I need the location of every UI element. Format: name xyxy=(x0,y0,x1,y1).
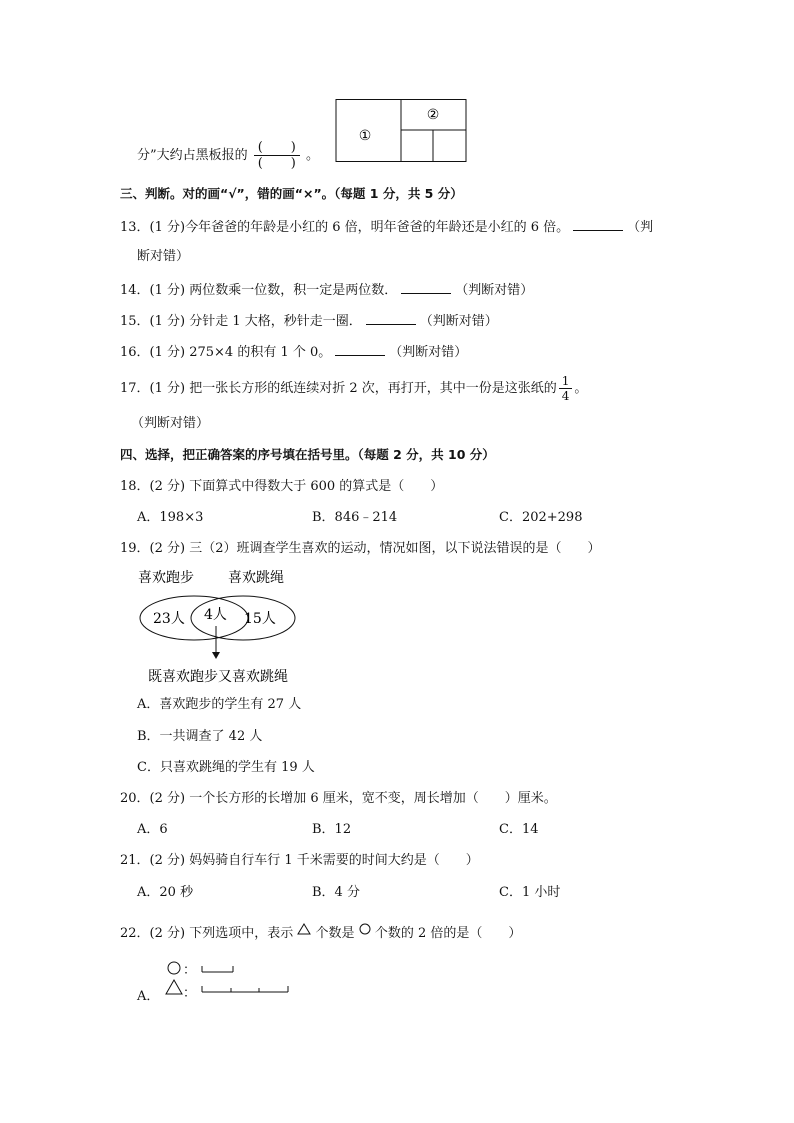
q21-option-c[interactable]: C．1 小时 xyxy=(499,885,561,900)
triangle-icon xyxy=(165,979,183,995)
triangle-segment-bar xyxy=(201,984,291,994)
circle-icon xyxy=(167,961,181,975)
q20: 20．(2 分) 一个长方形的长增加 6 厘米，宽不变，周长增加（ ）厘米。 xyxy=(120,791,557,806)
q17-line2: （判断对错） xyxy=(131,416,210,431)
q12-prefix: 分”大约占黑板报的 xyxy=(137,148,248,163)
section4-heading: 四、选择，把正确答案的序号填在括号里。（每题 2 分，共 10 分） xyxy=(120,447,495,462)
circle-segment-bar xyxy=(201,964,235,974)
q19-option-b[interactable]: B．一共调查了 42 人 xyxy=(137,729,263,744)
middle-count: 4人 xyxy=(204,607,227,623)
q13-suffix: （判 xyxy=(627,220,654,235)
q16 xyxy=(120,343,467,361)
q18-option-a[interactable]: A．198×3 xyxy=(137,510,204,525)
q21-option-b[interactable]: B．4 分 xyxy=(312,885,360,900)
q12-fraction-blank xyxy=(254,140,300,171)
triangle-icon xyxy=(297,923,311,935)
region-1-label: ① xyxy=(358,128,372,144)
q22-text-a: 22．(2 分) 下列选项中，表示 xyxy=(120,926,294,941)
blackboard-diagram xyxy=(335,99,467,163)
q20-option-a[interactable]: A．6 xyxy=(137,822,168,837)
triangle-colon: ： xyxy=(183,986,197,1001)
q21: 21．(2 分) 妈妈骑自行车行 1 千米需要的时间大约是（ ） xyxy=(120,853,479,868)
q14-suffix: （判断对错） xyxy=(455,283,534,298)
q22-option-a[interactable] xyxy=(137,958,317,1002)
circle-colon: ： xyxy=(183,963,197,978)
q13-text: 13．(1 分)今年爸爸的年龄是小红的 6 倍，明年爸爸的年龄还是小红的 6 倍。 xyxy=(120,220,570,235)
q17-fraction-denominator: 4 xyxy=(561,389,570,403)
q12-suffix: 。 xyxy=(305,148,319,163)
q13 xyxy=(120,218,653,236)
q14-answer-blank[interactable] xyxy=(401,281,451,294)
q16-text: 16．(1 分) 275×4 的积有 1 个 0。 xyxy=(120,345,332,360)
q15-text: 15．(1 分) 分针走 1 大格，秒针走一圈． xyxy=(120,314,362,329)
venn-diagram xyxy=(136,566,346,688)
q15-answer-blank[interactable] xyxy=(366,312,416,325)
left-count: 23人 xyxy=(153,611,185,627)
q15-suffix: （判断对错） xyxy=(419,314,498,329)
circle-icon xyxy=(359,923,371,935)
q19: 19．(2 分) 三（2）班调查学生喜欢的运动，情况如图，以下说法错误的是（ ） xyxy=(120,541,601,556)
label-like-rope: 喜欢跳绳 xyxy=(228,570,284,586)
q16-answer-blank[interactable] xyxy=(335,343,385,356)
section3-heading: 三、判断。对的画“√”，错的画“×”。（每题 1 分，共 5 分） xyxy=(120,186,463,201)
q18: 18．(2 分) 下面算式中得数大于 600 的算式是（ ） xyxy=(120,479,444,494)
q14-text: 14．(1 分) 两位数乘一位数，积一定是两位数． xyxy=(120,283,398,298)
q22-text-c: 个数的 2 倍的是（ ） xyxy=(374,926,522,941)
q22-text-b: 个数是 xyxy=(315,926,355,941)
q17-text: 17．(1 分) 把一张长方形的纸连续对折 2 次，再打开，其中一份是这张纸的 xyxy=(120,381,557,396)
q19-option-a[interactable]: A．喜欢跑步的学生有 27 人 xyxy=(137,697,302,712)
q20-option-b[interactable]: B．12 xyxy=(312,822,352,837)
q18-option-b[interactable]: B．846﹣214 xyxy=(312,510,398,525)
option-a-label: A． xyxy=(137,989,160,1004)
q12-line xyxy=(137,140,319,171)
q20-option-c[interactable]: C．14 xyxy=(499,822,539,837)
right-count: 15人 xyxy=(244,611,276,627)
q12-paren-bottom: ( ) xyxy=(257,156,296,171)
q21-option-a[interactable]: A．20 秒 xyxy=(137,885,194,900)
q13-line2: 断对错） xyxy=(137,249,190,264)
q16-suffix: （判断对错） xyxy=(389,345,468,360)
q14 xyxy=(120,281,533,299)
q17-fraction xyxy=(559,374,573,403)
q12-paren-top: ( ) xyxy=(254,140,300,156)
q19-option-c[interactable]: C．只喜欢跳绳的学生有 19 人 xyxy=(137,760,315,775)
q17-suffix: 。 xyxy=(574,381,588,396)
q18-option-c[interactable]: C．202+298 xyxy=(499,510,583,525)
q17 xyxy=(120,374,587,403)
q15 xyxy=(120,312,498,330)
label-like-running: 喜欢跑步 xyxy=(138,570,194,586)
q17-fraction-numerator: 1 xyxy=(559,374,573,389)
q13-answer-blank[interactable] xyxy=(573,218,623,231)
q22 xyxy=(120,923,521,942)
both-label: 既喜欢跑步又喜欢跳绳 xyxy=(148,669,288,685)
region-2-label: ② xyxy=(426,107,440,123)
